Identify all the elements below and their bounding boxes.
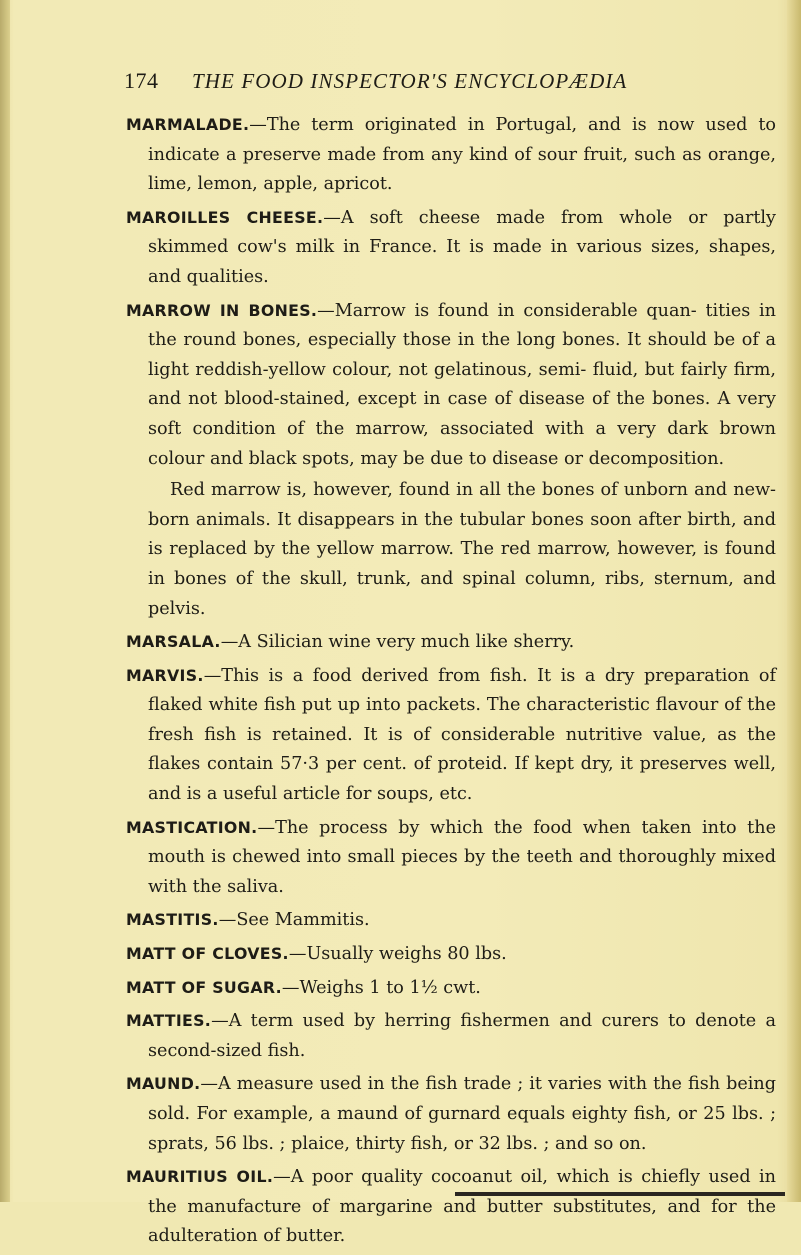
entry-term: MASTITIS. [126, 910, 219, 930]
page-header [124, 68, 724, 102]
entry-term: MARROW IN BONES. [126, 300, 318, 320]
entry-marrow-in-bones [126, 296, 776, 475]
page-bottom-rule [455, 1192, 785, 1196]
entry-text: —A measure used in the fish trade ; it varies with the fish being sold. For example, a maund of gurnard equals eighty fish, or 25 lbs. ; sprats, 56 lbs. ; plaice, thirty fish, or 32 lbs. ; and so on. [148, 1074, 776, 1154]
encyclopedia-entries [126, 110, 776, 1255]
running-title: THE FOOD INSPECTOR'S ENCYCLOPÆDIA [192, 69, 628, 93]
entry-term: MARVIS. [126, 665, 204, 685]
entry-term: MATT OF SUGAR. [126, 977, 282, 997]
page-left-edge [0, 0, 10, 1202]
entry-text: —Weighs 1 to 1½ cwt. [281, 977, 481, 998]
entry-text: —Usually weighs 80 lbs. [288, 944, 507, 965]
entry-text: —A term used by herring fishermen and curers to denote a second-sized fish. [148, 1011, 776, 1061]
entry-text: —A Silician wine very much like sherry. [220, 632, 575, 653]
entry-term: MAURITIUS OIL. [126, 1167, 274, 1187]
entry-marrow-continuation [126, 476, 776, 624]
entry-text: —A poor quality cocoanut oil, which is chiefly used in the manufacture of margarine and butter substitutes, and for the adulteration of butter. [148, 1167, 776, 1247]
page-number: 174 [124, 68, 159, 93]
entry-mastication [126, 813, 776, 903]
entry-marvis [126, 661, 776, 810]
entry-term: MARMALADE. [126, 115, 250, 134]
entry-term: MATTIES. [126, 1011, 212, 1031]
entry-term: MARSALA. [126, 632, 221, 652]
entry-term: MAUND. [126, 1074, 201, 1094]
entry-text: —See Mammitis. [218, 910, 370, 931]
entry-text: —The term originated in Portugal, and is now used to indicate a preserve made from any kind of sour fruit, such as orange, lime, lemon, apple, apricot. [148, 115, 776, 195]
entry-text: —The process by which the food when taken into the mouth is chewed into small pieces by the teeth and thoroughly mixed with the saliva. [148, 817, 776, 897]
entry-maund [126, 1069, 776, 1159]
entry-matt-of-cloves [126, 939, 776, 970]
entry-text: —This is a food derived from fish. It is a dry preparation of flaked white fish put up into packets. The characteristic flavour of the fresh fish is retained. It is of considerable nutritive value, as the flakes contain 57·3 per cent. of proteid. If kept dry, it preserves well, and is a useful article for soups, etc. [148, 665, 776, 805]
entry-maroilles-cheese [126, 203, 776, 293]
entry-mastitis [126, 905, 776, 936]
entry-marsala [126, 627, 776, 658]
entry-matt-of-sugar [126, 973, 776, 1004]
entry-term: MATT OF CLOVES. [126, 944, 289, 964]
entry-matties [126, 1006, 776, 1066]
entry-term: MAROILLES CHEESE. [126, 207, 324, 227]
entry-term: MASTICATION. [126, 817, 258, 837]
entry-text: —Marrow is found in considerable quan- tities in the round bones, especially those in the long bones. It should be of a light reddish-yellow colour, not gelatinous, semi- fluid, but fairly firm, and not blood-stained, except in case of disease of the bones. A very soft condition of the marrow, associated with a very dark brown colour and black spots, may be due to disease or decomposition. [148, 300, 776, 469]
entry-mauritius-oil [126, 1162, 776, 1252]
page-right-edge [787, 0, 801, 1202]
entry-marmalade [126, 110, 776, 200]
entry-continuation-text: Red marrow is, however, found in all the bones of unborn and new-born animals. It disappears in the tubular bones soon after birth, and is replaced by the yellow marrow. The red marrow, however, is found in bones of the skull, trunk, and spinal column, ribs, sternum, and pelvis. [148, 480, 776, 619]
entry-text: —A soft cheese made from whole or partly skimmed cow's milk in France. It is made in various sizes, shapes, and qualities. [148, 207, 776, 287]
